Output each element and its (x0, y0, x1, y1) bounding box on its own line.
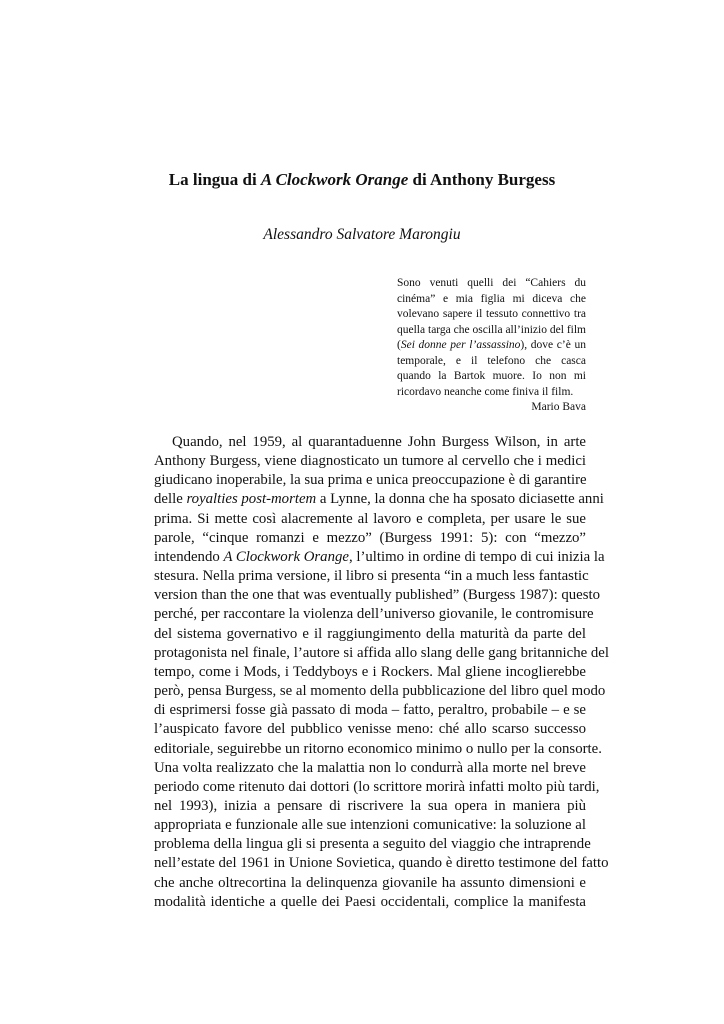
text-run: problema della lingua gli si presenta a seguito del viaggio che intraprende (154, 836, 591, 853)
text-run: ( (397, 339, 401, 351)
text-run: protagonista nel finale, l’autore si affida allo slang delle gang britanniche del (154, 644, 609, 661)
text-run: nell’estate del 1961 in Unione Sovietica, quando è diretto testimone del fatto (154, 855, 609, 872)
epigraph-line (397, 323, 586, 339)
body-line (154, 452, 586, 471)
body-line (154, 701, 586, 720)
text-run: tempo, come i Mods, i Teddyboys e i Rockers. Mal gliene incoglierebbe (154, 663, 586, 680)
text-run: Anthony Burgess, viene diagnosticato un tumore al cervello che i medici (154, 453, 586, 470)
text-run: quando la Bartok muore. Io non mi (397, 370, 586, 382)
epigraph-line (397, 354, 586, 370)
body-line (154, 510, 586, 529)
text-run: di esprimersi fosse già passato di moda – fatto, peraltro, probabile – e se (154, 702, 586, 719)
text-run: ), dove c’è un (520, 339, 586, 351)
body-line (154, 759, 586, 778)
body-line (154, 625, 586, 644)
text-run: ricordavo neanche come finiva il film. (397, 385, 574, 398)
text-run: delle (154, 491, 187, 508)
text-run: periodo come ritenuto dai dottori (lo scrittore morirà infatti molto più tardi, (154, 778, 600, 795)
italic-text: royalties post-mortem (186, 491, 317, 508)
body-line (154, 471, 586, 490)
text-run: che anche oltrecortina la delinquenza giovanile ha assunto dimensioni e (154, 874, 586, 891)
text-run: stesura. Nella prima versione, il libro si presenta “in a much less fantastic (154, 568, 589, 585)
text-run: prima. Si mette così alacremente al lavoro e completa, per usare le sue (154, 510, 586, 527)
italic-text: Sei donne per l’assassino (400, 339, 521, 351)
text-run: quella targa che oscilla all’inizio del film (397, 323, 586, 336)
epigraph-line (397, 307, 586, 323)
body-line (154, 797, 586, 816)
body-line (154, 586, 601, 605)
epigraph-line (397, 276, 586, 292)
article-title (0, 170, 724, 190)
text-run: , l’ultimo in ordine di tempo di cui inizia la (348, 548, 605, 565)
text-run: appropriata e funzionale alle sue intenzioni comunicative: la soluzione al (154, 817, 586, 834)
body-line (154, 816, 586, 835)
body-line (154, 644, 609, 663)
body-line (154, 854, 609, 873)
body-line (154, 490, 604, 509)
text-run: Quando, nel 1959, al quarantaduenne John Burgess Wilson, in arte (172, 434, 586, 450)
epigraph-line (397, 385, 586, 401)
title-book-name: A Clockwork Orange (260, 170, 409, 189)
text-run: editoriale, seguirebbe un ritorno economico minimo o nullo per la consorte. (154, 740, 602, 757)
epigraph-quote (397, 276, 586, 400)
text-run: Una volta realizzato che la malattia non lo condurrà alla morte nel breve (154, 759, 586, 776)
text-run: cinéma” e mia figlia mi diceva che (397, 292, 586, 305)
body-line (154, 433, 586, 452)
epigraph-attribution: Mario Bava (531, 401, 586, 413)
text-run: Sono venuti quelli dei “Cahiers du (397, 277, 586, 289)
text-run: temporale, e il telefono che casca (397, 354, 586, 367)
body-line (154, 663, 586, 682)
epigraph-line (397, 338, 586, 354)
text-run: modalità identiche a quelle dei Paesi occidentali, complice la manifesta (154, 893, 586, 910)
body-line (154, 835, 591, 854)
body-line (154, 778, 600, 797)
body-line (154, 567, 589, 586)
body-line (154, 740, 602, 759)
body-line (154, 529, 586, 548)
body-line (154, 874, 586, 893)
title-suffix: di Anthony Burgess (408, 170, 556, 189)
text-run: version than the one that was eventually published” (Burgess 1987): questo (154, 587, 601, 604)
text-run: giudicano inoperabile, la sua prima e unica preoccupazione è di garantire (154, 472, 587, 489)
body-line (154, 682, 606, 701)
text-run: l’auspicato favore del pubblico venisse meno: ché allo scarso successo (154, 721, 586, 738)
body-line (154, 548, 605, 567)
text-run: nel 1993), inizia a pensare di riscrivere la sua opera in maniera più (154, 797, 586, 814)
body-line (154, 605, 594, 624)
text-run: parole, “cinque romanzi e mezzo” (Burgess 1991: 5): con “mezzo” (154, 529, 586, 546)
author-name: Alessandro Salvatore Marongiu (263, 226, 461, 243)
epigraph-line (397, 369, 586, 385)
text-run: però, pensa Burgess, se al momento della pubblicazione del libro quel modo (154, 683, 606, 700)
text-run: volevano sapere il tessuto connettivo tra (397, 308, 586, 320)
text-run: del sistema governativo e il raggiungimento della maturità da parte del (154, 625, 586, 642)
body-line (154, 720, 586, 739)
body-line (154, 893, 586, 912)
text-run: intendendo (154, 548, 224, 565)
italic-text: A Clockwork Orange (223, 548, 349, 565)
text-run: perché, per raccontare la violenza dell’universo giovanile, le contromisure (154, 606, 594, 623)
epigraph (397, 276, 586, 416)
epigraph-line (397, 292, 586, 308)
title-prefix: La lingua di (168, 170, 261, 189)
text-run: a Lynne, la donna che ha sposato diciasette anni (316, 491, 604, 508)
body-paragraph (154, 433, 609, 912)
